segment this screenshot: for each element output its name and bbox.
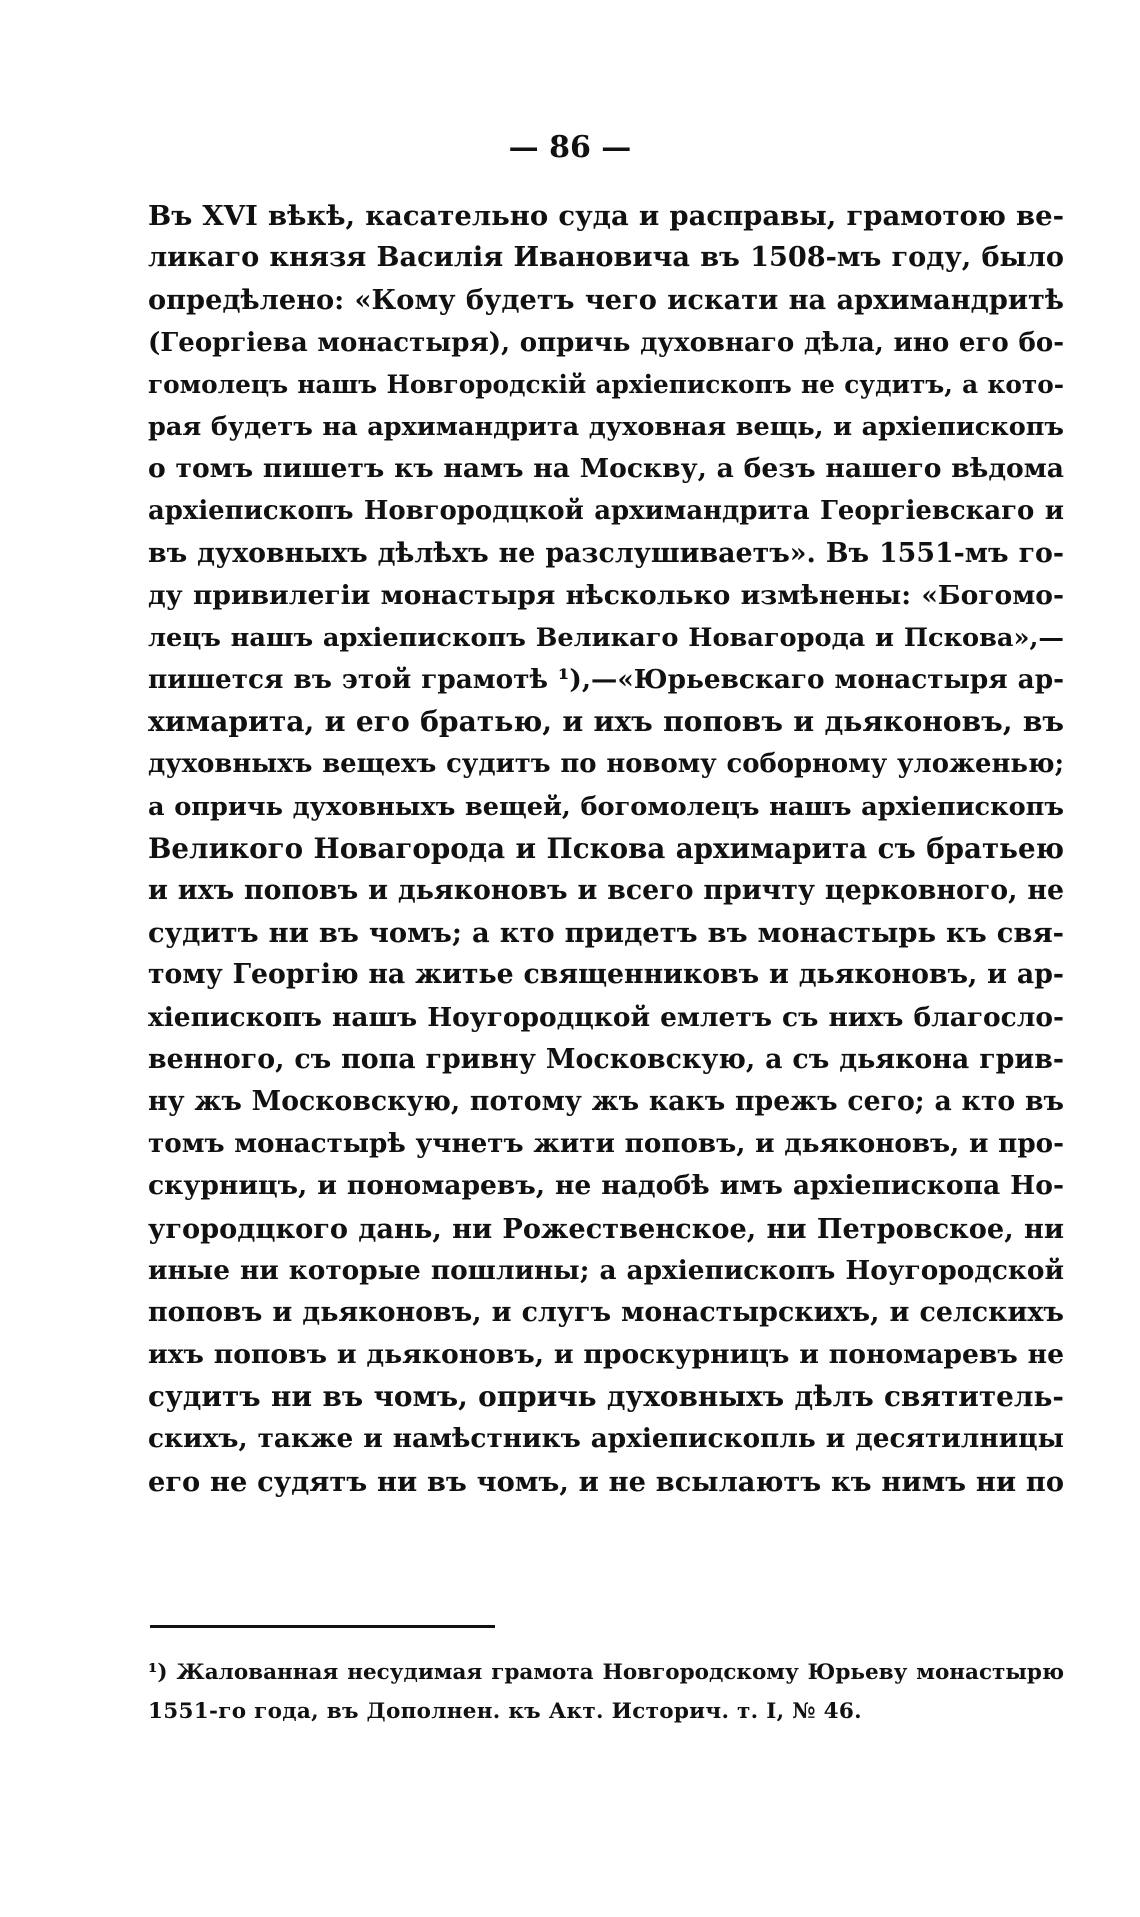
text-line: угородцкого дань, ни Рожественское, ни Петровское, ни: [148, 1212, 1064, 1245]
text-line: химарита, и его братью, и ихъ поповъ и дьяконовъ, въ: [148, 705, 1064, 739]
text-line: ихъ поповъ и дьяконовъ, и проскурницъ и пономаревъ не: [148, 1339, 1064, 1371]
text-line: скихъ, также и намѣстникъ архіепископль и десятилницы: [148, 1423, 1064, 1455]
text-line: поповъ и дьяконовъ, и слугъ монастырскихъ, и селскихъ: [148, 1296, 1064, 1328]
text-line: иные ни которые пошлины; а архіепископъ Ноугородской: [148, 1254, 1064, 1286]
text-line: томъ монастырѣ учнетъ жити поповъ, и дьяконовъ, и про-: [148, 1128, 1064, 1160]
text-line: рая будетъ на архимандрита духовная вещь, и архіепископъ: [148, 411, 1064, 442]
text-line: ликаго князя Василія Ивановича въ 1508-мъ году, было: [148, 242, 1064, 274]
text-line: ду привилегіи монастыря нѣсколько измѣнены: «Богомо-: [148, 579, 1064, 611]
text-line: судитъ ни въ чомъ; а кто придетъ въ монастырь къ свя-: [148, 917, 1064, 950]
page-number: — 86 —: [508, 130, 632, 165]
text-line: о томъ пишетъ къ намъ на Москву, а безъ нашего вѣдома: [148, 453, 1064, 485]
footnote-line: ¹) Жалованная несудимая грамота Новгородскому Юрьеву монастырю: [148, 1660, 1064, 1685]
text-line: лецъ нашъ архіепископъ Великаго Новагорода и Пскова»,—: [148, 622, 1064, 653]
text-line: духовныхъ вещехъ судитъ по новому соборному уложенью;: [148, 749, 1064, 780]
footnotes: [148, 1653, 1064, 1731]
text-line: архіепископъ Новгородцкой архимандрита Георгіевскаго и: [148, 496, 1064, 527]
text-line: опредѣлено: «Кому будетъ чего искати на архимандритѣ: [148, 284, 1064, 317]
text-line: пишется въ этой грамотѣ ¹),—«Юрьевскаго монастыря ар-: [148, 664, 1064, 696]
text-line: въ духовныхъ дѣлѣхъ не разслушиваетъ». Въ 1551-мъ го-: [148, 537, 1064, 569]
text-line: ну жъ Московскую, потому жъ какъ прежъ сего; а кто въ: [148, 1085, 1064, 1117]
text-line: и ихъ поповъ и дьяконовъ и всего причту церковного, не: [148, 875, 1064, 906]
text-line: а опричь духовныхъ вещей, богомолецъ нашъ архіепископъ: [148, 791, 1064, 822]
footnote-line: 1551-го года, въ Дополнен. къ Акт. Историч. т. I, № 46.: [148, 1699, 862, 1724]
text-line: хіепископъ нашъ Ноугородцкой емлетъ съ нихъ благосло-: [148, 1001, 1064, 1033]
main-text: [148, 195, 1064, 1503]
text-line: венного, съ попа гривну Московскую, а съ дьякона грив-: [148, 1043, 1064, 1075]
text-line: скурницъ, и пономаревъ, не надобѣ имъ архіепископа Но-: [148, 1170, 1064, 1202]
text-line: Великого Новагорода и Пскова архимарита съ братьею: [148, 831, 1064, 865]
text-line: тому Георгію на житье священниковъ и дьяконовъ, и ар-: [148, 959, 1064, 991]
text-line: (Георгіева монастыря), опричь духовнаго дѣла, ино его бо-: [148, 327, 1064, 358]
text-line: его не судятъ ни въ чомъ, и не всылаютъ къ нимъ ни по: [148, 1465, 1064, 1498]
text-line: судитъ ни въ чомъ, опричь духовныхъ дѣлъ святитель-: [148, 1380, 1064, 1414]
text-line: Въ XVI вѣкѣ, касательно суда и расправы, грамотою ве-: [148, 200, 1064, 232]
footnote-separator: [150, 1625, 495, 1628]
text-line: гомолецъ нашъ Новгородскій архіепископъ не судитъ, а кото-: [148, 369, 1064, 399]
